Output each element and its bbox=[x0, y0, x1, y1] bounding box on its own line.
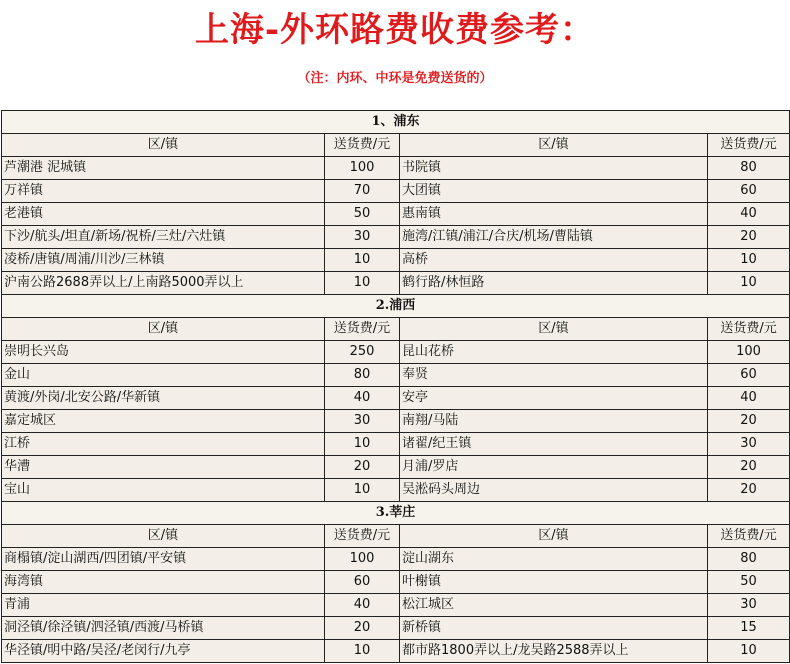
area-cell: 华漕 bbox=[2, 456, 325, 479]
table-row bbox=[2, 640, 790, 663]
page-title: 上海-外环路费收费参考： bbox=[194, 10, 596, 50]
area-cell: 书院镇 bbox=[400, 157, 708, 180]
fee-table bbox=[1, 110, 790, 663]
area-cell: 万祥镇 bbox=[2, 180, 325, 203]
table-row bbox=[2, 617, 790, 640]
area-cell: 洞泾镇/徐泾镇/泗泾镇/西渡/马桥镇 bbox=[2, 617, 325, 640]
fee-cell: 60 bbox=[708, 364, 790, 387]
fee-cell: 10 bbox=[325, 640, 400, 663]
header-area-cell: 区/镇 bbox=[2, 525, 325, 548]
fee-cell: 80 bbox=[708, 157, 790, 180]
area-cell: 松江城区 bbox=[400, 594, 708, 617]
fee-cell: 10 bbox=[325, 479, 400, 502]
area-cell: 大团镇 bbox=[400, 180, 708, 203]
header-row bbox=[2, 318, 790, 341]
header-area-cell: 区/镇 bbox=[2, 318, 325, 341]
fee-cell: 30 bbox=[708, 433, 790, 456]
table-row bbox=[2, 548, 790, 571]
fee-cell: 20 bbox=[325, 456, 400, 479]
table-row bbox=[2, 157, 790, 180]
header-row bbox=[2, 134, 790, 157]
area-cell: 鹤行路/林恒路 bbox=[400, 272, 708, 295]
table-row bbox=[2, 433, 790, 456]
table-row bbox=[2, 249, 790, 272]
area-cell: 沪南公路2688弄以上/上南路5000弄以上 bbox=[2, 272, 325, 295]
section-row bbox=[2, 502, 790, 525]
table-row bbox=[2, 387, 790, 410]
area-cell: 安亭 bbox=[400, 387, 708, 410]
header-row bbox=[2, 525, 790, 548]
fee-cell: 30 bbox=[325, 410, 400, 433]
area-cell: 嘉定城区 bbox=[2, 410, 325, 433]
header-area-cell: 区/镇 bbox=[400, 525, 708, 548]
area-cell: 宝山 bbox=[2, 479, 325, 502]
fee-cell: 100 bbox=[325, 157, 400, 180]
area-cell: 凌桥/唐镇/周浦/川沙/三林镇 bbox=[2, 249, 325, 272]
area-cell: 月浦/罗店 bbox=[400, 456, 708, 479]
area-cell: 惠南镇 bbox=[400, 203, 708, 226]
area-cell: 吴淞码头周边 bbox=[400, 479, 708, 502]
area-cell: 昆山花桥 bbox=[400, 341, 708, 364]
area-cell: 淀山湖东 bbox=[400, 548, 708, 571]
table-row bbox=[2, 410, 790, 433]
fee-cell: 40 bbox=[325, 387, 400, 410]
area-cell: 施湾/江镇/浦江/合庆/机场/曹陆镇 bbox=[400, 226, 708, 249]
table-row bbox=[2, 571, 790, 594]
section-title: 3.莘庄 bbox=[2, 502, 790, 525]
area-cell: 海湾镇 bbox=[2, 571, 325, 594]
fee-cell: 20 bbox=[325, 617, 400, 640]
fee-cell: 80 bbox=[708, 548, 790, 571]
fee-cell: 100 bbox=[708, 341, 790, 364]
fee-cell: 10 bbox=[325, 433, 400, 456]
header-fee-cell: 送货费/元 bbox=[325, 134, 400, 157]
section-row bbox=[2, 111, 790, 134]
fee-cell: 60 bbox=[708, 180, 790, 203]
fee-cell: 40 bbox=[708, 203, 790, 226]
area-cell: 新桥镇 bbox=[400, 617, 708, 640]
area-cell: 奉贤 bbox=[400, 364, 708, 387]
area-cell: 华泾镇/明中路/吴泾/老闵行/九亭 bbox=[2, 640, 325, 663]
table-row bbox=[2, 341, 790, 364]
area-cell: 芦潮港 泥城镇 bbox=[2, 157, 325, 180]
fee-cell: 10 bbox=[708, 640, 790, 663]
fee-cell: 15 bbox=[708, 617, 790, 640]
area-cell: 都市路1800弄以上/龙吴路2588弄以上 bbox=[400, 640, 708, 663]
fee-cell: 10 bbox=[325, 249, 400, 272]
fee-cell: 40 bbox=[325, 594, 400, 617]
fee-cell: 10 bbox=[708, 249, 790, 272]
fee-cell: 20 bbox=[708, 226, 790, 249]
fee-cell: 100 bbox=[325, 548, 400, 571]
table-row bbox=[2, 180, 790, 203]
area-cell: 叶榭镇 bbox=[400, 571, 708, 594]
area-cell: 江桥 bbox=[2, 433, 325, 456]
fee-cell: 50 bbox=[325, 203, 400, 226]
fee-cell: 10 bbox=[325, 272, 400, 295]
section-row bbox=[2, 295, 790, 318]
area-cell: 高桥 bbox=[400, 249, 708, 272]
fee-cell: 60 bbox=[325, 571, 400, 594]
table-row bbox=[2, 364, 790, 387]
fee-cell: 250 bbox=[325, 341, 400, 364]
table-row bbox=[2, 272, 790, 295]
fee-cell: 30 bbox=[325, 226, 400, 249]
area-cell: 老港镇 bbox=[2, 203, 325, 226]
table-row bbox=[2, 226, 790, 249]
header-area-cell: 区/镇 bbox=[400, 134, 708, 157]
area-cell: 金山 bbox=[2, 364, 325, 387]
fee-cell: 10 bbox=[708, 272, 790, 295]
area-cell: 诸翟/纪王镇 bbox=[400, 433, 708, 456]
table-row bbox=[2, 456, 790, 479]
header-fee-cell: 送货费/元 bbox=[708, 134, 790, 157]
fee-table-body bbox=[2, 111, 790, 663]
section-title: 2.浦西 bbox=[2, 295, 790, 318]
fee-cell: 20 bbox=[708, 456, 790, 479]
area-cell: 下沙/航头/坦直/新场/祝桥/三灶/六灶镇 bbox=[2, 226, 325, 249]
area-cell: 商榻镇/淀山湖西/四团镇/平安镇 bbox=[2, 548, 325, 571]
fee-cell: 70 bbox=[325, 180, 400, 203]
area-cell: 崇明长兴岛 bbox=[2, 341, 325, 364]
table-row bbox=[2, 594, 790, 617]
page-note: （注：内环、中环是免费送货的） bbox=[297, 71, 493, 86]
table-row bbox=[2, 203, 790, 226]
header-fee-cell: 送货费/元 bbox=[708, 525, 790, 548]
header-fee-cell: 送货费/元 bbox=[325, 525, 400, 548]
fee-cell: 30 bbox=[708, 594, 790, 617]
header-area-cell: 区/镇 bbox=[2, 134, 325, 157]
fee-cell: 80 bbox=[325, 364, 400, 387]
header-area-cell: 区/镇 bbox=[400, 318, 708, 341]
area-cell: 青浦 bbox=[2, 594, 325, 617]
fee-cell: 50 bbox=[708, 571, 790, 594]
fee-cell: 20 bbox=[708, 410, 790, 433]
header-fee-cell: 送货费/元 bbox=[325, 318, 400, 341]
table-row bbox=[2, 479, 790, 502]
fee-cell: 20 bbox=[708, 479, 790, 502]
fee-cell: 40 bbox=[708, 387, 790, 410]
header-fee-cell: 送货费/元 bbox=[708, 318, 790, 341]
area-cell: 黄渡/外岗/北安公路/华新镇 bbox=[2, 387, 325, 410]
section-title: 1、浦东 bbox=[2, 111, 790, 134]
area-cell: 南翔/马陆 bbox=[400, 410, 708, 433]
